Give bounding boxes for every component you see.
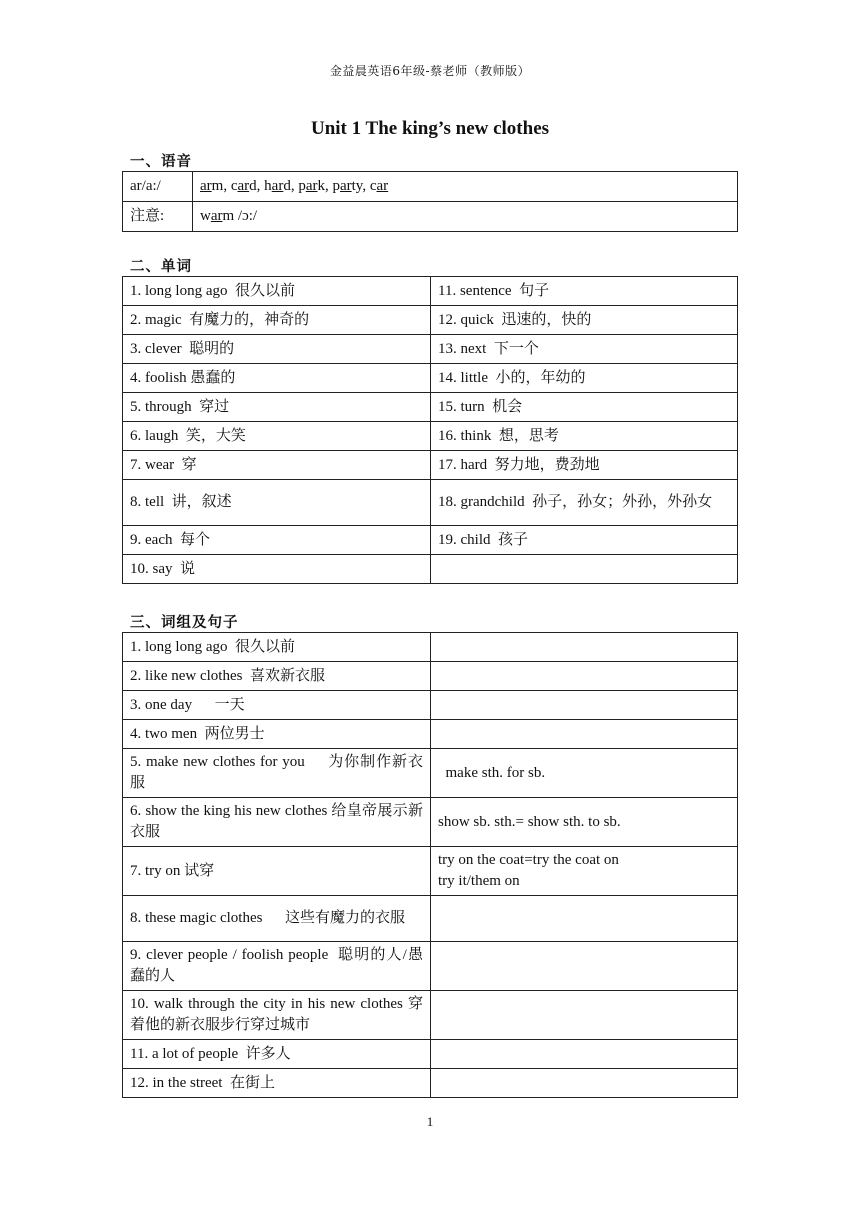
cell-right: 16. think 想，思考 [431, 422, 738, 451]
cell-right: make sth. for sb. [431, 749, 738, 798]
cell-right: 13. next 下一个 [431, 335, 738, 364]
cell-right [431, 991, 738, 1040]
page-header: 金益晨英语6年级-蔡老师（教师版） [329, 64, 531, 78]
cell-left: 2. magic 有魔力的，神奇的 [123, 306, 431, 335]
cell-left: 4. two men 两位男士 [123, 720, 431, 749]
table-row [123, 1040, 738, 1069]
section-phrases-title: 三、词组及句子 [130, 615, 239, 631]
section-vocab-title: 二、单词 [130, 259, 192, 275]
table-row [123, 847, 738, 896]
table-row [123, 896, 738, 942]
word: arm [200, 178, 224, 194]
cell-left: 9. each 每个 [123, 526, 431, 555]
cell-left: 3. one day 一天 [123, 691, 431, 720]
table-row [123, 942, 738, 991]
cell-left: 6. laugh 笑，大笑 [123, 422, 431, 451]
table-row [123, 991, 738, 1040]
table-row [123, 1069, 738, 1098]
table-row [123, 798, 738, 847]
cell-right: try on the coat=try the coat on try it/them on [431, 847, 738, 896]
word: , hard [256, 178, 291, 194]
cell-right: 15. turn 机会 [431, 393, 738, 422]
table-row [123, 393, 738, 422]
page-number: 1 [426, 1114, 434, 1129]
cell-right [431, 1040, 738, 1069]
phonics-label: ar/a:/ [123, 172, 193, 202]
table-row [123, 633, 738, 662]
section-phonics-title: 一、语音 [130, 154, 192, 170]
cell-left: 9. clever people / foolish people 聪明的人/愚蠢的人 [123, 942, 431, 991]
cell-left: 10. say 说 [123, 555, 431, 584]
table-row [123, 451, 738, 480]
cell-right: 19. child 孩子 [431, 526, 738, 555]
cell-left: 2. like new clothes 喜欢新衣服 [123, 662, 431, 691]
table-row [123, 335, 738, 364]
cell-left: 1. long long ago 很久以前 [123, 633, 431, 662]
phrases-table [122, 632, 738, 1098]
cell-left: 5. make new clothes for you 为你制作新衣服 [123, 749, 431, 798]
cell-right [431, 1069, 738, 1098]
cell-left: 8. tell 讲，叙述 [123, 480, 431, 526]
word: , card [223, 178, 257, 194]
table-row [123, 172, 738, 202]
cell-right: 11. sentence 句子 [431, 277, 738, 306]
table-row [123, 749, 738, 798]
word: , party [324, 178, 363, 194]
page-title: Unit 1 The king’s new clothes [310, 118, 550, 139]
table-row [123, 662, 738, 691]
cell-left: 4. foolish 愚蠢的 [123, 364, 431, 393]
cell-right: 12. quick 迅速的，快的 [431, 306, 738, 335]
note-label: 注意: [123, 202, 193, 232]
cell-left: 7. wear 穿 [123, 451, 431, 480]
cell-right: show sb. sth.= show sth. to sb. [431, 798, 738, 847]
cell-left: 12. in the street 在街上 [123, 1069, 431, 1098]
cell-right: 17. hard 努力地，费劲地 [431, 451, 738, 480]
cell-left: 10. walk through the city in his new clothes 穿着他的新衣服步行穿过城市 [123, 991, 431, 1040]
cell-right [431, 691, 738, 720]
cell-left: 3. clever 聪明的 [123, 335, 431, 364]
cell-right [431, 555, 738, 584]
cell-right [431, 633, 738, 662]
cell-left: 5. through 穿过 [123, 393, 431, 422]
cell-right [431, 720, 738, 749]
cell-left: 1. long long ago 很久以前 [123, 277, 431, 306]
cell-left: 6. show the king his new clothes 给皇帝展示新衣服 [123, 798, 431, 847]
cell-right: 14. little 小的，年幼的 [431, 364, 738, 393]
cell-right [431, 896, 738, 942]
word: , car [362, 178, 389, 194]
cell-right [431, 942, 738, 991]
table-row [123, 422, 738, 451]
phonics-words [193, 172, 738, 202]
cell-right: 18. grandchild 孙子，孙女；外孙，外孙女 [431, 480, 738, 526]
table-row [123, 277, 738, 306]
table-row [123, 364, 738, 393]
table-row [123, 526, 738, 555]
table-row [123, 691, 738, 720]
cell-left: 11. a lot of people 许多人 [123, 1040, 431, 1069]
table-row [123, 306, 738, 335]
note-text: warm /ɔ:/ [193, 202, 738, 232]
vocab-table [122, 276, 738, 584]
cell-left: 8. these magic clothes 这些有魔力的衣服 [123, 896, 431, 942]
phonics-table [122, 171, 738, 232]
table-row [123, 202, 738, 232]
table-row [123, 555, 738, 584]
cell-right [431, 662, 738, 691]
word: , park [290, 178, 325, 194]
table-row [123, 480, 738, 526]
table-row [123, 720, 738, 749]
cell-left: 7. try on 试穿 [123, 847, 431, 896]
